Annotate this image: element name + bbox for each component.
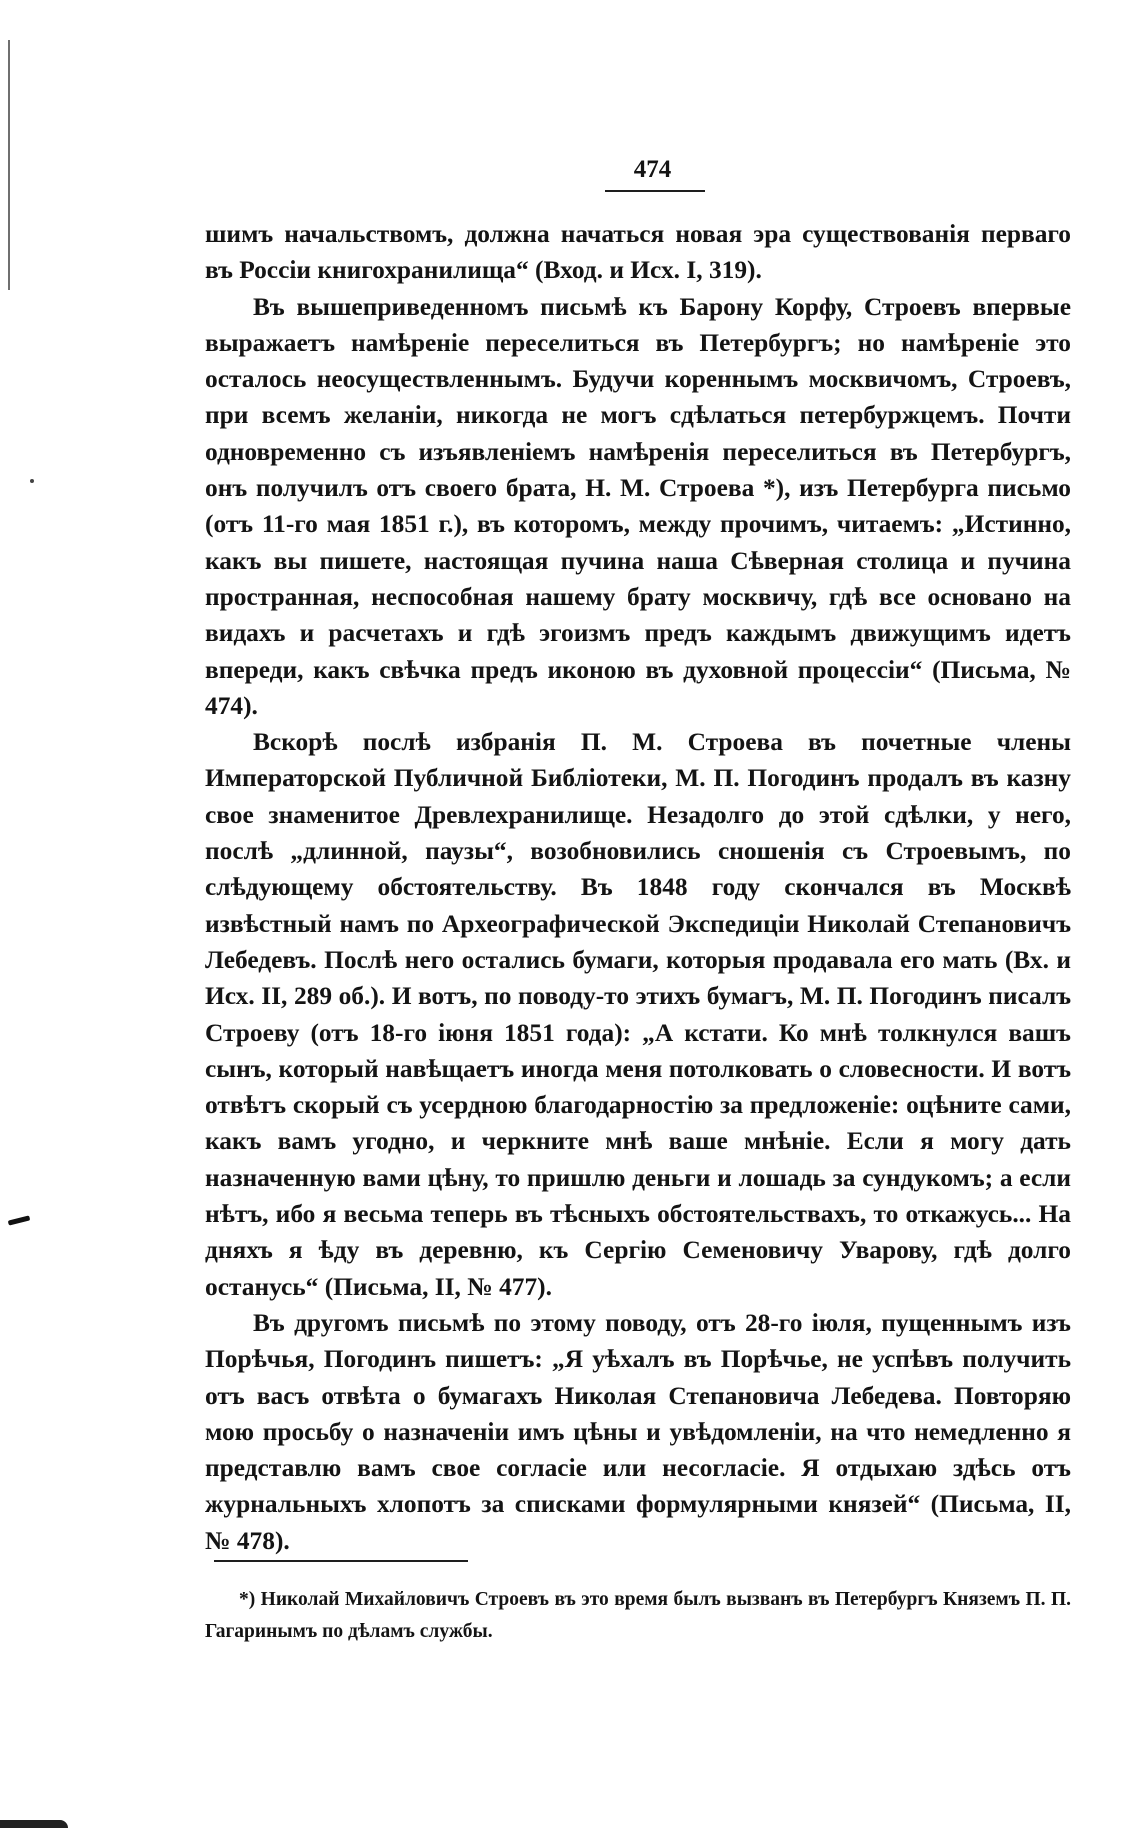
footnote xyxy=(205,1584,1071,1648)
body-text xyxy=(205,216,1071,1559)
scan-edge-line xyxy=(8,40,10,290)
scan-speck xyxy=(30,479,34,483)
footnote-rule xyxy=(214,1560,468,1562)
scan-corner-mark xyxy=(0,1820,68,1828)
paragraph-3: Вскорѣ послѣ избранія П. М. Строева въ почетные члены Императорской Публичной Библіотеки, М. П. Погодинъ продалъ въ казну свое знаменитое Древлехранилище. Незадолго до этой сдѣлки, у него, послѣ „длинной, паузы“, возобновились сношенія съ Строевымъ, по слѣдующему обстоятельству. Въ 1848 году скончался въ Москвѣ извѣстный намъ по Археографической Экспедиціи Николай Степановичъ Лебедевъ. Послѣ него остались бумаги, которыя продавала его мать (Вх. и Исх. II, 289 об.). И вотъ, по поводу-то этихъ бумагъ, М. П. Погодинъ писалъ Строеву (отъ 18-го іюня 1851 года): „А кстати. Ко мнѣ толкнулся вашъ сынъ, который навѣщаетъ иногда меня потолковать о словесности. И вотъ отвѣтъ скорый съ усердною благодарностію за предложеніе: оцѣните сами, какъ вамъ угодно, и черкните мнѣ ваше мнѣніе. Если я могу дать назначенную вами цѣну, то пришлю деньги и лошадь за сундукомъ; а если нѣтъ, ибо я весьма теперь въ тѣсныхъ обстоятельствахъ, то откажусь... На дняхъ я ѣду въ деревню, къ Сергію Семеновичу Уварову, гдѣ долго останусь“ (Письма, II, № 477). xyxy=(205,728,1071,1301)
footnote-text: *) Николай Михайловичъ Строевъ въ это время былъ вызванъ въ Петербургъ Княземъ П. П. Гагаринымъ по дѣламъ службы. xyxy=(205,1589,1071,1642)
page-number: 474 xyxy=(633,156,672,183)
paragraph-1: шимъ начальствомъ, должна начаться новая эра существованія перваго въ Россіи книгохранилища“ (Вход. и Исх. I, 319). xyxy=(205,220,1071,285)
page-number-rule xyxy=(605,190,705,192)
paragraph-2: Въ вышеприведенномъ письмѣ къ Барону Корфу, Строевъ впервые выражаетъ намѣреніе переселиться въ Петербургъ; но намѣреніе это осталось неосуществленнымъ. Будучи кореннымъ москвичомъ, Строевъ, при всемъ желаніи, никогда не могъ сдѣлаться петербуржцемъ. Почти одновременно съ изъявленіемъ намѣренія переселиться въ Петербургъ, онъ получилъ отъ своего брата, Н. М. Строева *), изъ Петербурга письмо (отъ 11-го мая 1851 г.), въ которомъ, между прочимъ, читаемъ: „Истинно, какъ вы пишете, настоящая пучина наша Сѣверная столица и пучина пространная, неспособная нашему брату москвичу, гдѣ все основано на видахъ и расчетахъ и гдѣ эгоизмъ предъ каждымъ движущимъ идетъ впереди, какъ свѣчка предъ иконою въ духовной процессіи“ (Письма, № 474). xyxy=(205,292,1071,720)
scan-pen-mark xyxy=(8,1215,31,1225)
paragraph-4: Въ другомъ письмѣ по этому поводу, отъ 28-го іюля, пущеннымъ изъ Порѣчья, Погодинъ пишетъ: „Я уѣхалъ въ Порѣчье, не успѣвъ получить отъ васъ отвѣта о бумагахъ Николая Степановича Лебедева. Повторяю мою просьбу о назначеніи имъ цѣны и увѣдомленіи, на что немедленно я представлю вамъ свое согласіе или несогласіе. Я отдыхаю здѣсь отъ журнальныхъ хлопотъ за списками формулярными князей“ (Письма, II, № 478). xyxy=(205,1308,1071,1555)
